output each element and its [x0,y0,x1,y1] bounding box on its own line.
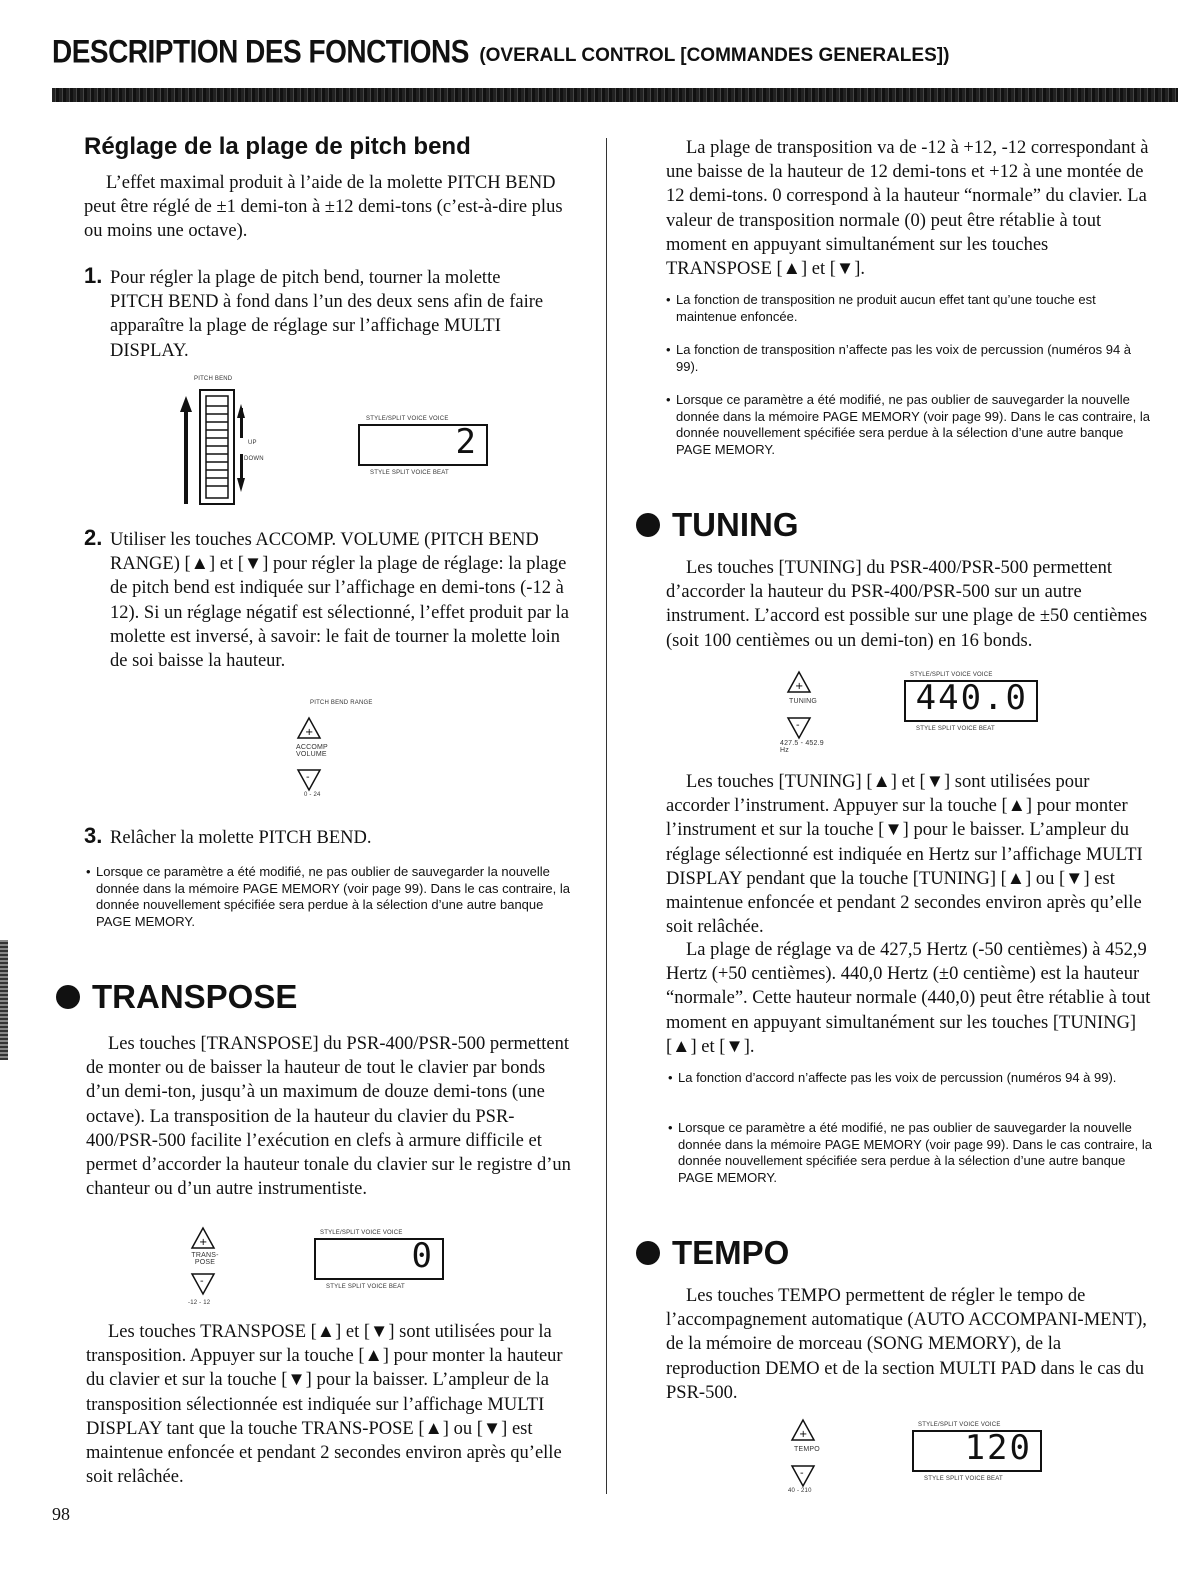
tuning-buttons-icon [786,670,816,742]
tempo-figure [786,1416,1066,1506]
transpose-lcd-value: 0 [411,1236,434,1276]
tuning-lcd-bottom: STYLE SPLIT VOICE BEAT [916,726,995,732]
tuning-display [904,680,1038,722]
step-2-text: Utiliser les touches ACCOMP. VOLUME (PITCH BEND RANGE) [▲] et [▼] pour régler la plage de réglage: la plage de pitch bend est indiquée sur l’affichage en demi-tons (-12 à 12). Si un réglage négatif est sélectionné, l’effet produit par la molette est inversé, à savoir: le fait de tourner la molette loin de soi baisse la hauteur. [110,530,569,672]
transpose-lcd-bottom: STYLE SPLIT VOICE BEAT [326,1284,405,1290]
header-subtitle: (OVERALL CONTROL [COMMANDES GENERALES]) [479,45,950,66]
svg-text:-: - [796,720,800,731]
transpose-figure [180,1224,460,1314]
transpose-para-2: Les touches TRANSPOSE [▲] et [▼] sont utilisées pour la transposition. Appuyer sur la touche [▲] pour monter la hauteur du clavier et sur la touche [▼] pour la baisser. L’ampleur de la transposition sélectionnée est indiquée sur l’affichage MULTI DISPLAY tant que la touche TRANS-POSE [▲] ou [▼] est maintenue enfoncée et pendant 2 secondes environ après qu’elle soit relâchée. [86,1322,563,1488]
svg-text:+: + [799,1429,808,1440]
header-title: DESCRIPTION DES FONCTIONS [52,33,469,70]
step-3-number: 3. [84,823,103,848]
tempo-lcd-bottom: STYLE SPLIT VOICE BEAT [924,1476,1003,1482]
pitch-bend-intro: L’effet maximal produit à l’aide de la molette PITCH BEND peut être réglé de ±1 demi-ton à ±12 demi-tons (c’est-à-dire plus ou moins une octave). [84,173,563,242]
transpose-para-1: Les touches [TRANSPOSE] du PSR-400/PSR-500 permettent de monter ou de baisser la hauteur de tout le clavier par bonds d’un demi-ton, jusqu’à un maximum de douze demi-tons (une octave). La transposition de la hauteur du clavier du PSR-400/PSR-500 facilite l’exécution en clefs à armure difficile et permet d’accorder la hauteur tonale du clavier sur le registre d’un chanteur ou d’un autre instrumentiste. [86,1034,571,1200]
tempo-lcd-value: 120 [964,1428,1032,1468]
tempo-display [912,1430,1042,1472]
svg-text:+: + [199,1237,208,1248]
tempo-lcd-top: STYLE/SPLIT VOICE VOICE [918,1422,1001,1428]
svg-text:+: + [795,681,804,692]
pitch-wheel-icon [176,384,276,508]
accomp-volume-range: 0 - 24 [304,792,321,798]
tuning-figure [780,668,1060,758]
step-3-text: Relâcher la molette PITCH BEND. [110,828,372,848]
wheel-down-label: DOWN [244,456,264,462]
tuning-note-1: • La fonction d’accord n’affecte pas les voix de percussion (numéros 94 à 99). [668,1070,1117,1085]
transpose-note-2: • La fonction de transposition n’affecte pas les voix de percussion (numéros 94 à 99). [666,342,1132,374]
transpose-note-3: • Lorsque ce paramètre a été modifié, ne pas oublier de sauvegarder la nouvelle donnée dans la mémoire PAGE MEMORY (voir page 99). Dans le cas contraire, la donnée nouvellement spécifiée sera perdue à la sélection d’une autre banque PAGE MEMORY. [666,392,1150,457]
tuning-lcd-top: STYLE/SPLIT VOICE VOICE [910,672,993,678]
lcd-top-labels: STYLE/SPLIT VOICE VOICE [366,416,449,422]
transpose-heading: TRANSPOSE [56,978,297,1016]
tuning-note-2: • Lorsque ce paramètre a été modifié, ne pas oublier de sauvegarder la nouvelle donnée dans la mémoire PAGE MEMORY (voir page 99). Dans le cas contraire, la donnée nouvellement spécifiée sera perdue à la sélection d’une autre banque PAGE MEMORY. [668,1120,1152,1185]
svg-text:+: + [305,727,314,738]
transpose-lcd-top: STYLE/SPLIT VOICE VOICE [320,1230,403,1236]
tempo-heading: TEMPO [636,1234,789,1272]
tuning-para-3: La plage de réglage va de 427,5 Hertz (-50 centièmes) à 452,9 Hertz (+50 centièmes). 440,0 Hertz (±0 centième) est la hauteur “normale”. Cette hauteur normale (440,0) peut être rétablie à tout moment en appuyant simultanément sur les touches [TUNING] [▲] et [▼]. [666,940,1151,1057]
step-2 [84,525,580,673]
wheel-up-label: UP [248,440,257,446]
svg-text:-: - [200,1276,204,1287]
accomp-volume-figure [290,700,430,800]
pitch-bend-note: • Lorsque ce paramètre a été modifié, ne pas oublier de sauvegarder la nouvelle donnée dans la mémoire PAGE MEMORY (voir page 99). Dans le cas contraire, la donnée nouvellement spécifiée sera perdue à la sélection d’une autre banque PAGE MEMORY. [86,864,570,929]
page-header [52,33,1152,70]
column-divider [606,138,607,1494]
header-rule [52,88,1178,102]
step-3 [84,823,550,850]
tuning-para-2: Les touches [TUNING] [▲] et [▼] sont utilisées pour accorder l’instrument. Appuyer sur la touche [▲] pour monter l’instrument et sur la touche [▼] pour le baisser. L’ampleur du réglage sélectionné est indiquée en Hertz sur l’affichage MULTI DISPLAY pendant que la touche [TUNING] [▲] ou [▼] est maintenue enfoncée et pendant 2 secondes environ après qu’elle soit relâchée. [666,772,1143,938]
transpose-para-3: La plage de transposition va de -12 à +12, -12 correspondant à une baisse de la hauteur de 12 demi-tons et +12 à une montée de 12 demi-tons. 0 correspond à la hauteur “normale” du clavier. La valeur de transposition normale (0) peut être rétablie à tout moment en appuyant simultanément sur les touches TRANSPOSE [▲] et [▼]. [666,138,1149,280]
pitch-bend-range-label: PITCH BEND RANGE [310,700,373,706]
tempo-para-1: Les touches TEMPO permettent de régler le tempo de l’accompagnement automatique (AUTO ACCOMPANI-MENT), de la mémoire de morceau (SONG MEMORY), de la reproduction DEMO et de la section MULTI PAD dans le cas du PSR-500. [666,1286,1147,1403]
step-1 [84,263,550,363]
pitch-bend-figure [176,376,506,512]
svg-text:-: - [306,772,310,783]
svg-text:-: - [800,1468,804,1479]
step-1-text: Pour régler la plage de pitch bend, tourner la molette PITCH BEND à fond dans l’un des deux sens afin de faire apparaître la plage de réglage sur l’affichage MULTI DISPLAY. [110,268,544,361]
accomp-volume-label: ACCOMP VOLUME [296,744,328,758]
lcd-value: 2 [455,422,478,462]
multi-display [358,424,488,466]
pitch-bend-heading: Réglage de la plage de pitch bend [84,133,471,160]
tuning-lcd-value: 440.0 [915,678,1028,718]
transpose-button-label: TRANS-POSE [191,1252,219,1266]
tuning-range: 427.5 - 452.9 Hz [780,740,824,754]
tuning-para-1: Les touches [TUNING] du PSR-400/PSR-500 permettent d’accorder la hauteur du PSR-400/PSR-500 sur un autre instrument. L’accord est possible sur une plage de ±50 centièmes (soit 100 centièmes ou un demi-ton) en 16 bonds. [666,558,1148,651]
tempo-button-label: TEMPO [794,1446,820,1453]
tuning-heading: TUNING [636,506,799,544]
transpose-range: -12 - 12 [188,1300,211,1306]
tempo-range: 40 - 210 [788,1488,812,1494]
tempo-buttons-icon [790,1418,820,1490]
bullet-dot [636,513,660,537]
step-2-number: 2. [84,525,103,550]
page-number: 98 [52,1504,70,1524]
bullet-dot [56,985,80,1009]
edge-marks [0,940,8,1060]
transpose-display [314,1238,444,1280]
pitch-bend-note-text: Lorsque ce paramètre a été modifié, ne pas oublier de sauvegarder la nouvelle donnée dans la mémoire PAGE MEMORY (voir page 99). Dans le cas contraire, la donnée nouvellement spécifiée sera perdue à la sélection d’une autre banque PAGE MEMORY. [96,864,570,929]
step-1-number: 1. [84,263,103,288]
bullet-dot [636,1241,660,1265]
lcd-bottom-labels: STYLE SPLIT VOICE BEAT [370,470,449,476]
tuning-button-label: TUNING [788,698,818,705]
pitch-wheel-label: PITCH BEND [194,376,233,382]
transpose-note-1: • La fonction de transposition ne produit aucun effet tant qu’une touche est maintenue enfoncée. [666,292,1096,324]
